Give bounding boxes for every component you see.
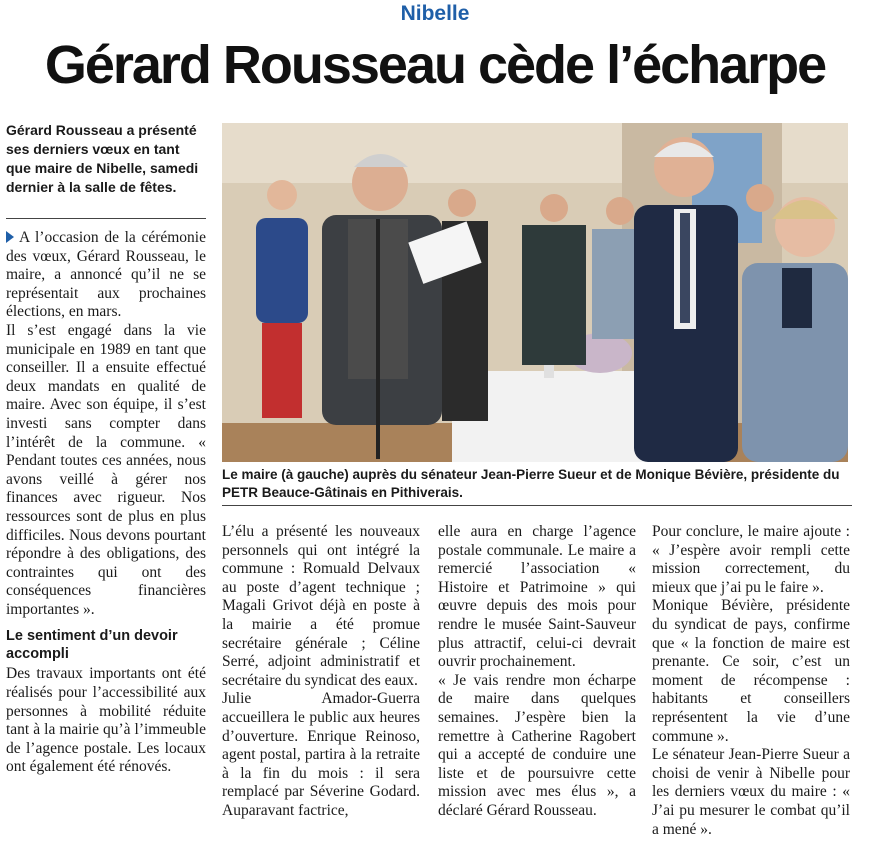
paragraph-staff: L’élu a présenté les nouveaux personnels qui ont intégré la commune : Romuald Delvaux au poste d’agent technique ; Magali Grivot déjà en poste à la mairie a été promue secrétaire générale ; Céline Serré, adjoint administratif et secrétaire du syndicat des eaux. — [222, 523, 420, 689]
ceremony-photo — [222, 123, 848, 462]
subheading: Le sentiment d’un devoir accompli — [6, 628, 178, 663]
article-lead: Gérard Rousseau a présenté ses derniers vœux en tant que maire de Nibelle, samedi dernier à la salle de fêtes. — [6, 122, 199, 195]
paragraph-intro — [6, 229, 206, 322]
article-photo — [222, 123, 848, 462]
paragraph-agency: elle aura en charge l’agence postale communale. Le maire a remercié l’association « Histoire et Patrimoine » qui œuvre depuis des mois pour rendre le musée Saint-Sauveur plus attractif, celui-ci devrait ouvrir prochainement. — [438, 523, 636, 671]
paragraph-beviere: Monique Bévière, présidente du syndicat de pays, confirme que « la fonction de maire est prenante. Ce soir, c’est un moment de récompense : habitants et conseillers représentent la vie d’une commune ». — [652, 597, 850, 745]
paragraph-senator: Le sénateur Jean-Pierre Sueur a choisi de venir à Nibelle pour les derniers vœux du maire : « J’ai pu mesurer le combat qu’il a mené ». — [652, 746, 850, 838]
paragraph-career: Il s’est engagé dans la vie municipale en 1989 en tant que conseiller. Il a ensuite effectué deux mandats en qualité de maire. Avec son équipe, il s’est investi sans compter dans l’intérêt de la commune. « Pendant toutes ces années, nous avons veillé à gérer nos finances avec rigueur. Nos ressources sont de plus en plus difficiles. Nous devons pourtant répondre à des obligations, des contraintes qui ont des conséquences financières importantes ». — [6, 321, 206, 618]
column-3 — [438, 523, 636, 821]
column-2 — [222, 523, 420, 821]
column-4 — [652, 523, 850, 839]
paragraph-conclusion: Pour conclure, le maire ajoute : « J’espère avoir rempli cette mission correctement, du mieux que j’ai pu le faire ». — [652, 523, 850, 596]
lead-divider — [6, 218, 206, 219]
paragraph-quote: « Je vais rendre mon écharpe de maire dans quelques semaines. J’espère bien la remettre à Catherine Ragobert qui a accepté de conduire une liste et de poursuivre cette mission avec mes élus », a déclaré Gérard Rousseau. — [438, 671, 636, 819]
intro-text: A l’occasion de la cérémonie des vœux, Gérard Rousseau, le maire, a annoncé qu’il ne se représentait aux prochaines élections, en mars. — [6, 229, 206, 321]
paragraph-postal: Julie Amador-Guerra accueillera le public aux heures d’ouverture. Enrique Reinoso, agent postal, partira à la retraite à la fin du mois : il sera remplacé par Séverine Godard. Auparavant factrice, — [222, 690, 420, 819]
bullet-icon — [6, 231, 14, 243]
article-headline: Gérard Rousseau cède l’écharpe — [44, 35, 826, 95]
caption-divider — [222, 505, 852, 506]
photo-caption: Le maire (à gauche) auprès du sénateur Jean-Pierre Sueur et de Monique Bévière, présidente du PETR Beauce-Gâtinais en Pithiverais. — [222, 467, 840, 500]
section-kicker: Nibelle — [400, 2, 470, 25]
column-1 — [6, 229, 206, 777]
paragraph-works: Des travaux importants ont été réalisés pour l’accessibilité aux personnes à mobilité réduite tant à la mairie qu’à l’immeuble de l’agence postale. Les locaux ont également été rénovés. — [6, 665, 206, 776]
